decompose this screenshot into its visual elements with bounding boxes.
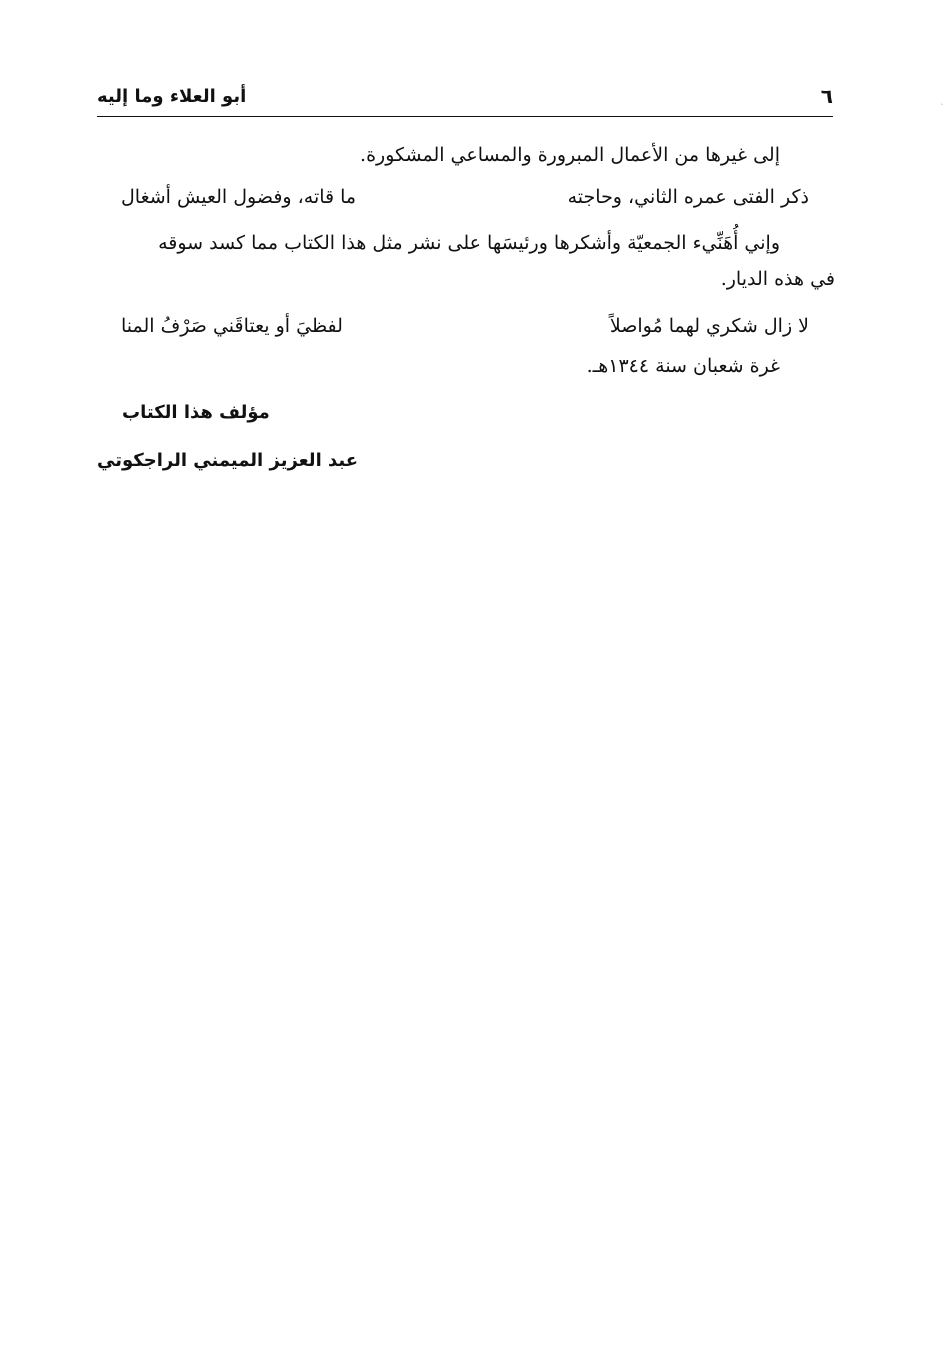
- prose-line: إلى غيرها من الأعمال المبرورة والمساعي المشكورة.: [360, 144, 780, 166]
- verse-first-hemistich: لا زال شكري لهما مُواصلاً: [609, 315, 809, 337]
- prose-line: وإني أُهَنِّيء الجمعيّة وأشكرها ورئيسَها على نشر مثل هذا الكتاب مما كسد سوقه: [158, 232, 780, 254]
- verse-second-hemistich: ما قاته، وفضول العيش أشغال: [121, 186, 357, 208]
- signature-title: مؤلف هذا الكتاب: [122, 402, 270, 423]
- page-header: [97, 80, 833, 117]
- page-number: ٦: [820, 84, 833, 108]
- running-title: أبو العلاء وما إليه: [97, 86, 247, 107]
- prose-line: في هذه الديار.: [720, 268, 835, 290]
- signature-name: عبد العزيز الميمني الراجكوتي: [97, 450, 359, 471]
- verse-first-hemistich: ذكر الفتى عمره الثاني، وحاجته: [567, 186, 809, 208]
- scan-artifact-mark: ˎ: [940, 96, 943, 105]
- date-line: غرة شعبان سنة ١٣٤٤هـ.: [586, 355, 780, 377]
- verse-second-hemistich: لفظيَ أو يعتاقَني صَرْفُ المنا: [121, 315, 343, 337]
